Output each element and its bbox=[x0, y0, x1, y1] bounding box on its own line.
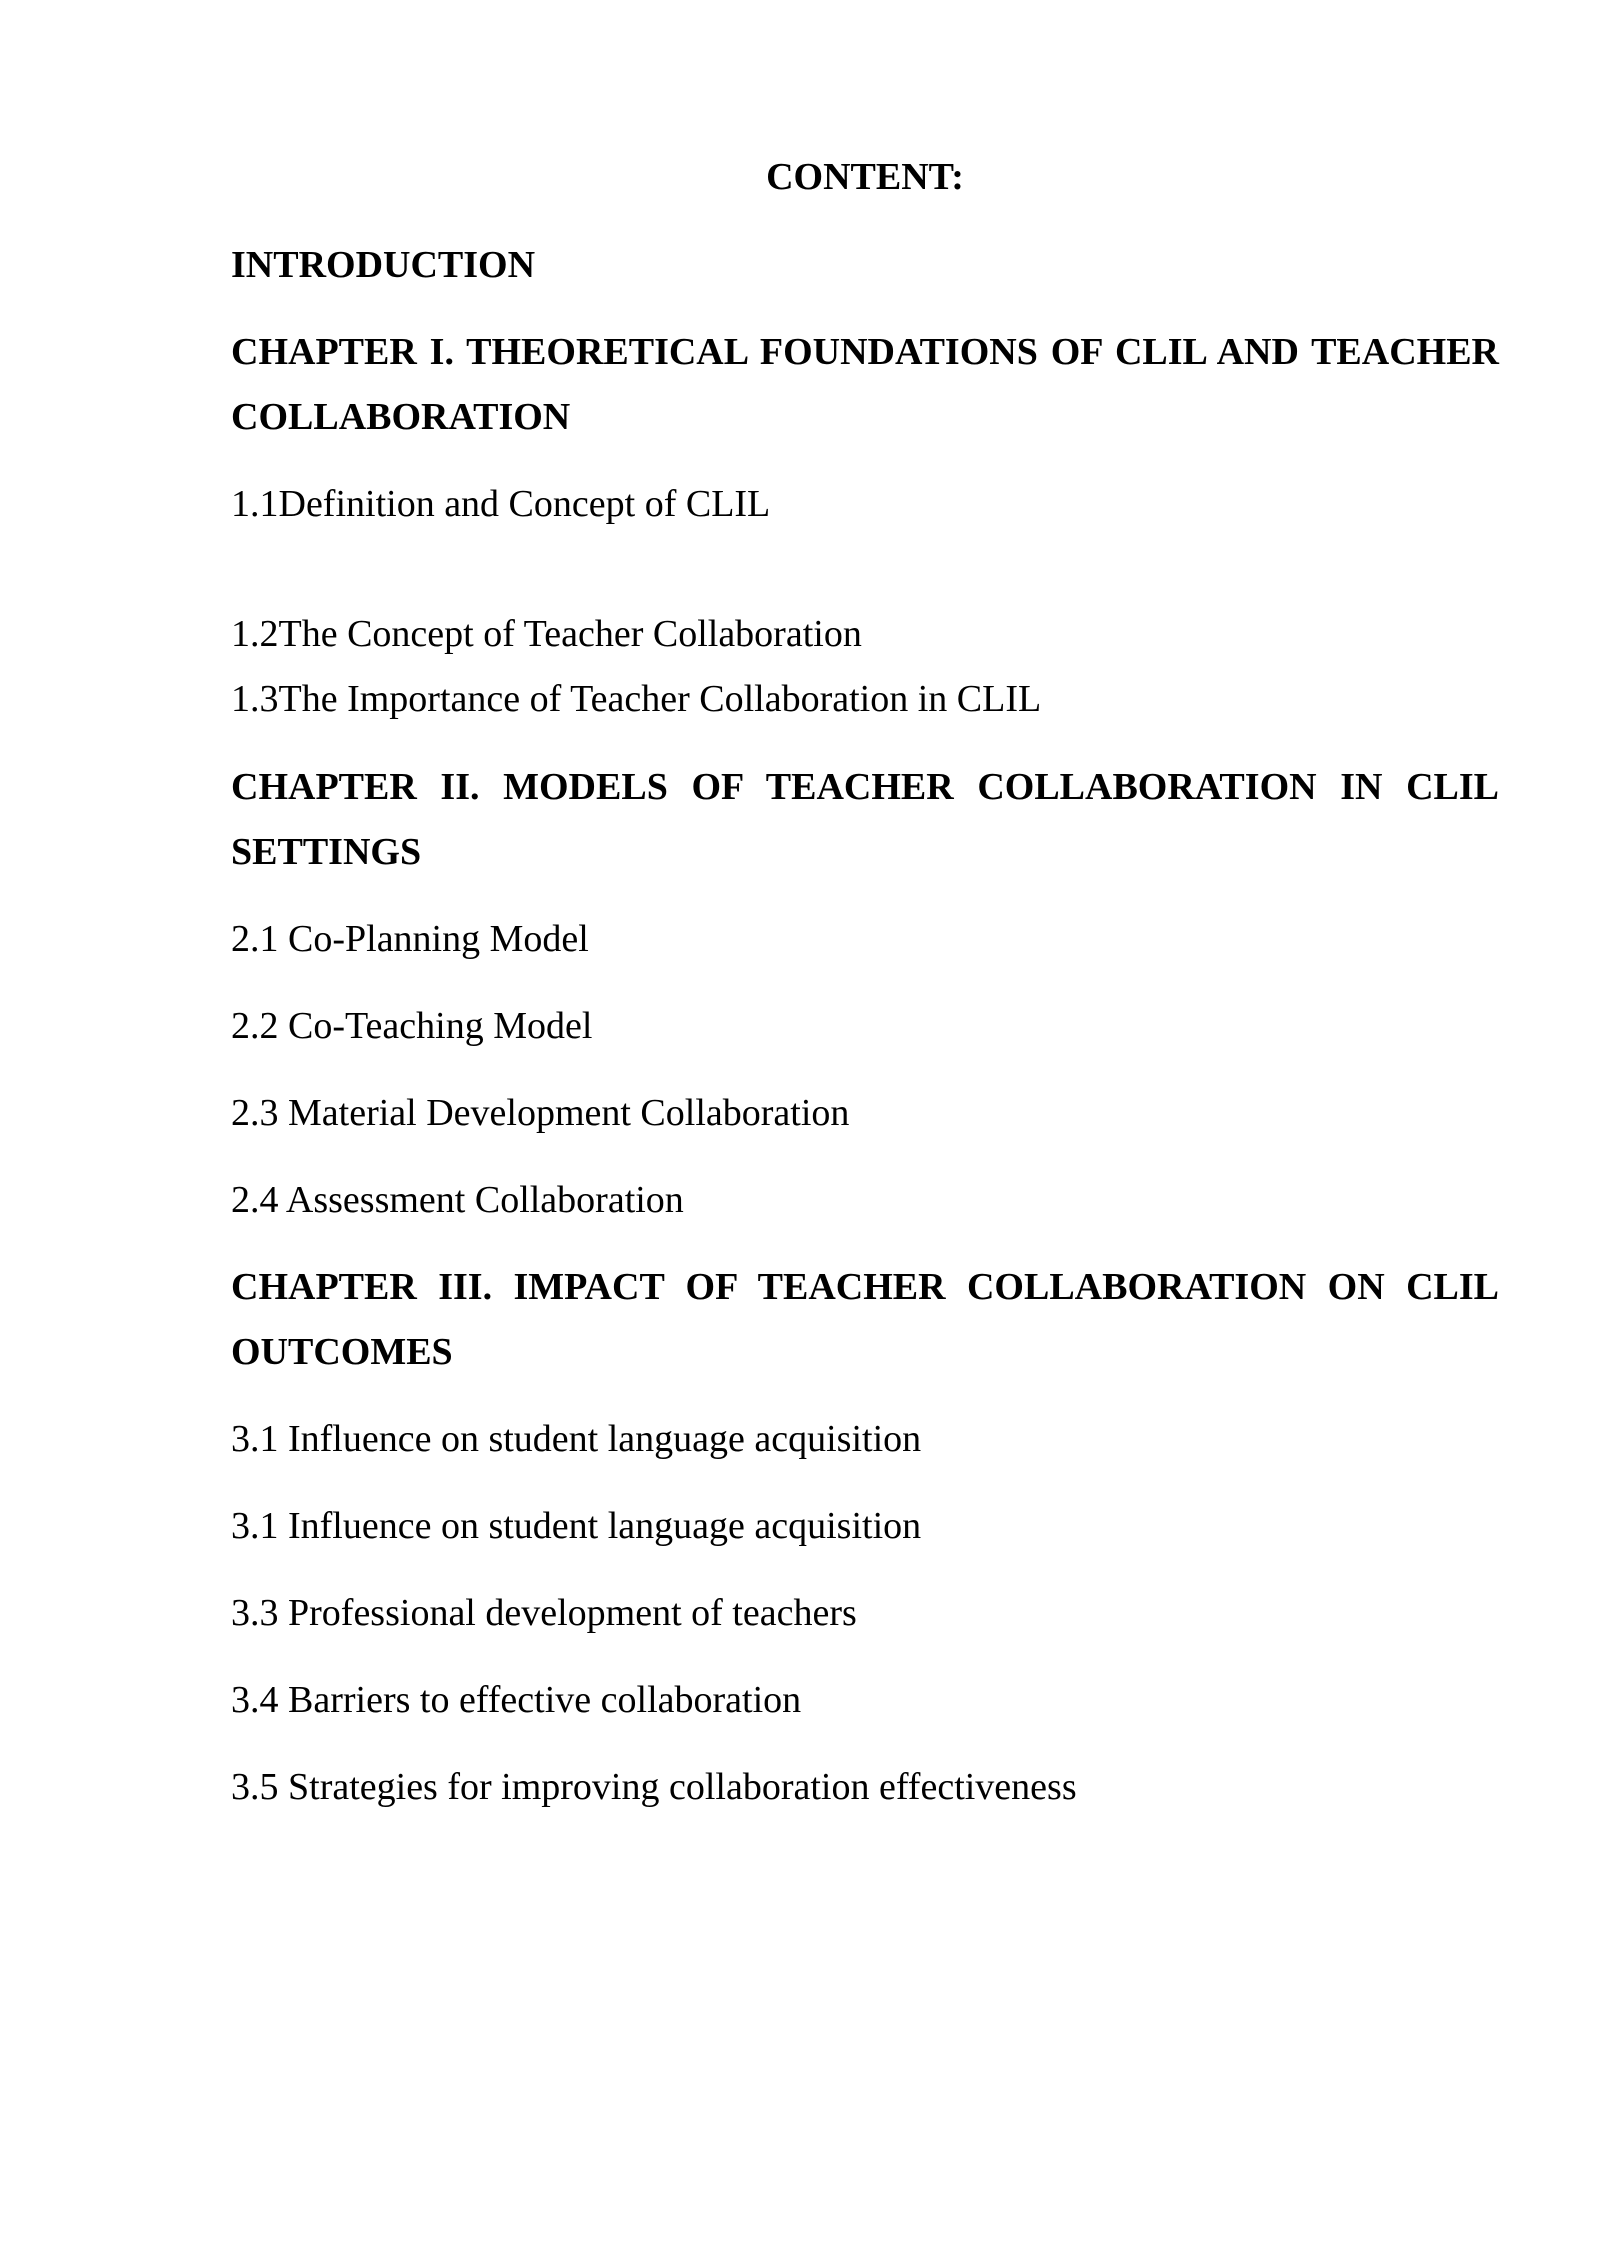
chapter-1-heading-line-1: CHAPTER I. THEORETICAL FOUNDATIONS OF CLIL AND TEACHER bbox=[231, 331, 1499, 373]
toc-introduction: INTRODUCTION bbox=[231, 244, 536, 286]
toc-item-2-2: 2.2 Co-Teaching Model bbox=[231, 1005, 593, 1047]
toc-item-3-5: 3.5 Strategies for improving collaboration effectiveness bbox=[231, 1766, 1077, 1808]
chapter-1-heading-line-2: COLLABORATION bbox=[231, 396, 571, 438]
toc-item-1-3: 1.3The Importance of Teacher Collaboration in CLIL bbox=[231, 678, 1042, 720]
toc-item-1-2: 1.2The Concept of Teacher Collaboration bbox=[231, 613, 862, 655]
contents-title: CONTENT: bbox=[766, 156, 964, 198]
toc-item-2-4: 2.4 Assessment Collaboration bbox=[231, 1179, 684, 1221]
toc-item-2-3: 2.3 Material Development Collaboration bbox=[231, 1092, 850, 1134]
toc-item-3-4: 3.4 Barriers to effective collaboration bbox=[231, 1679, 802, 1721]
chapter-3-heading-line-2: OUTCOMES bbox=[231, 1331, 453, 1373]
toc-item-2-1: 2.1 Co-Planning Model bbox=[231, 918, 589, 960]
toc-item-3-3: 3.3 Professional development of teachers bbox=[231, 1592, 857, 1634]
chapter-3-heading-line-1: CHAPTER III. IMPACT OF TEACHER COLLABORATION ON CLIL bbox=[231, 1266, 1499, 1308]
chapter-2-heading-line-2: SETTINGS bbox=[231, 831, 422, 873]
chapter-2-heading-line-1: CHAPTER II. MODELS OF TEACHER COLLABORATION IN CLIL bbox=[231, 766, 1499, 808]
toc-item-3-2: 3.1 Influence on student language acquisition bbox=[231, 1505, 922, 1547]
toc-item-1-1: 1.1Definition and Concept of CLIL bbox=[231, 483, 771, 525]
toc-item-3-1: 3.1 Influence on student language acquisition bbox=[231, 1418, 922, 1460]
